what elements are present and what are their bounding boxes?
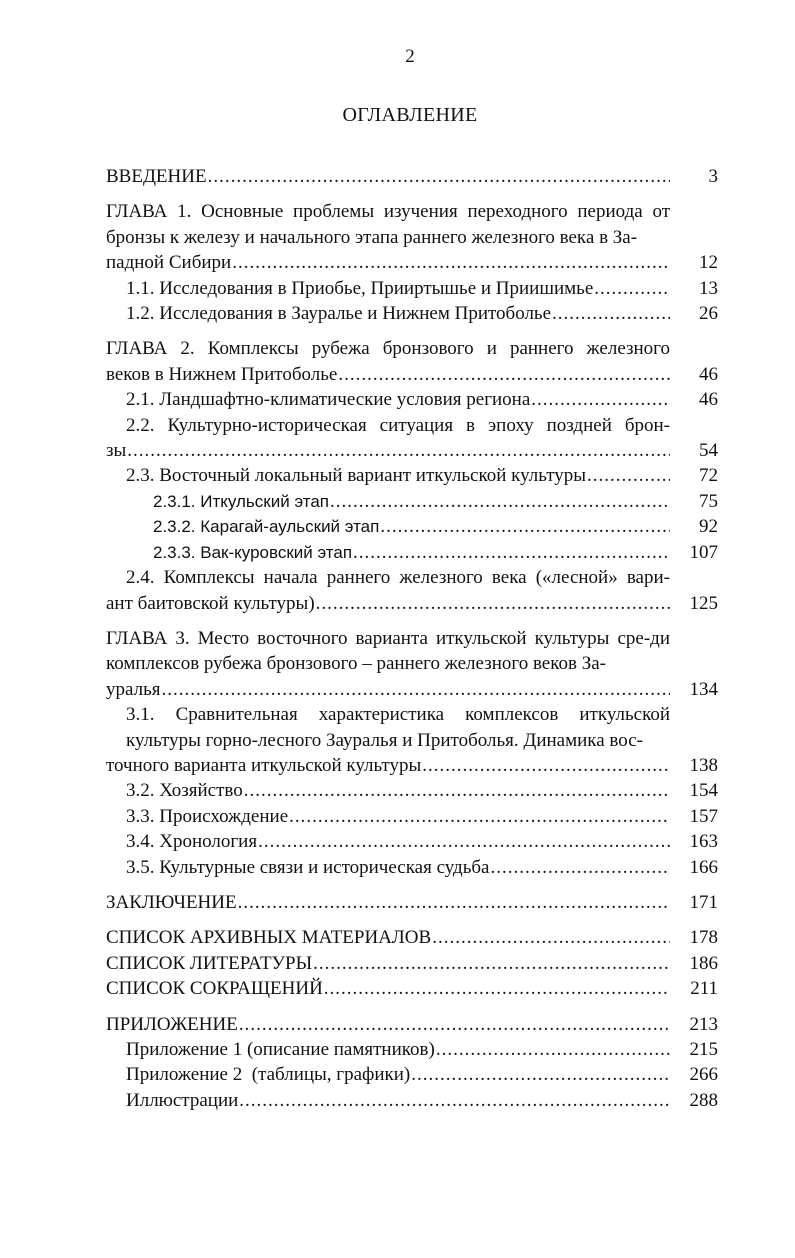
toc-page-number: 163 [689,831,718,853]
dot-leader [239,1088,670,1113]
dot-leader [238,890,670,915]
toc-entry-archives[interactable] [106,925,718,950]
toc-page-number: 13 [699,277,718,299]
toc-page-number: 26 [699,303,718,325]
toc-entry-label: 3.2. Хозяйство [126,780,243,802]
toc-entry-section-3-5[interactable] [106,855,718,880]
toc-page-number: 186 [689,952,718,974]
toc-entry-section-1-2[interactable] [106,301,718,326]
toc-entry-section-2-1[interactable] [106,387,718,412]
toc-entry-label: 3.1. Сравнительная характеристика комплексов иткульской культуры горно-лесного Зауралья и Притоболья. Динамика вос- [126,704,670,751]
toc-entry-label: ПРИЛОЖЕНИЕ [106,1013,238,1035]
dot-leader [380,514,670,539]
toc-entry-label-cont: зы [106,440,127,462]
dot-leader [436,1037,670,1062]
toc-entry-section-2-3[interactable] [106,463,718,488]
dot-leader [330,489,670,514]
dot-leader [587,463,670,488]
dot-leader [594,276,670,301]
toc-entry-label: Приложение 2 (таблицы, графики) [126,1064,411,1086]
toc-entry-section-3-3[interactable] [106,804,718,829]
dot-leader [353,540,670,565]
toc-page-number: 171 [689,891,718,913]
toc-entry-label: 2.3.3. Вак-куровский этап [153,542,353,562]
toc-entry-literature[interactable] [106,951,718,976]
toc-entry-section-2-2[interactable] [106,413,718,464]
table-of-contents [106,164,718,1113]
dot-leader [127,438,670,463]
toc-page-number: 46 [699,363,718,385]
toc-entry-label: 3.5. Культурные связи и историческая судьба [126,856,490,878]
dot-leader [244,778,670,803]
toc-entry-label: 2.3. Восточный локальный вариант иткульской культуры [126,465,587,487]
toc-entry-appendix[interactable] [106,1012,718,1037]
dot-leader [316,591,670,616]
toc-entry-appendix-2[interactable] [106,1062,718,1087]
toc-entry-section-2-3-1[interactable] [106,489,718,514]
dot-leader [208,164,670,189]
toc-entry-introduction[interactable] [106,164,718,189]
toc-entry-chapter-1[interactable] [106,199,718,275]
toc-page-number: 12 [699,252,718,274]
toc-entry-section-3-4[interactable] [106,829,718,854]
toc-entry-label-cont: падной Сибири [106,252,232,274]
toc-page-number: 3 [708,166,718,187]
dot-leader [258,829,670,854]
toc-page-number: 75 [699,490,718,512]
dot-leader [239,1012,670,1037]
toc-entry-label: 1.2. Исследования в Зауралье и Нижнем Притоболье [126,303,552,325]
dot-leader [422,753,670,778]
toc-title: ОГЛАВЛЕНИЕ [342,104,478,126]
toc-entry-section-2-3-2[interactable] [106,514,718,539]
dot-leader [491,855,671,880]
toc-entry-label: ГЛАВА 2. Комплексы рубежа бронзового и раннего железного [106,338,670,360]
dot-leader [411,1062,670,1087]
dot-leader [338,362,670,387]
toc-entry-chapter-2[interactable] [106,336,718,387]
toc-entry-label: ГЛАВА 1. Основные проблемы изучения переходного периода от бронзы к железу и начального этапа раннего железного века в За- [106,201,670,248]
dot-leader [232,250,670,275]
toc-entry-label: Иллюстрации [126,1089,239,1111]
toc-entry-label: ГЛАВА 3. Место восточного варианта иткульской культуры сре-ди комплексов рубежа бронзового – раннего железного веков За- [106,627,670,675]
toc-entry-label: СПИСОК ЛИТЕРАТУРЫ [106,952,313,974]
dot-leader [552,301,670,326]
toc-page-number: 107 [689,541,718,563]
toc-page-number: 166 [689,856,718,878]
toc-entry-label-cont: ант баитовской культуры) [106,592,315,614]
toc-page-number: 138 [689,754,718,776]
toc-entry-label: Приложение 1 (описание памятников) [126,1039,435,1060]
toc-page-number: 154 [689,780,718,802]
toc-entry-section-3-2[interactable] [106,778,718,803]
toc-page-number: 46 [699,389,718,411]
toc-entry-section-2-4[interactable] [106,565,718,616]
toc-page-number: 211 [690,978,718,1000]
toc-entry-label-cont: точного варианта иткульской культуры [106,754,422,776]
toc-entry-label: ВВЕДЕНИЕ [106,166,207,187]
toc-entry-chapter-3[interactable] [106,626,718,702]
toc-entry-label: СПИСОК АРХИВНЫХ МАТЕРИАЛОВ [106,927,432,949]
toc-entry-appendix-1[interactable] [106,1037,718,1062]
toc-entry-label: 2.3.1. Иткульский этап [153,491,330,511]
toc-entry-label-cont: уралья [106,678,161,700]
dot-leader [162,677,671,702]
toc-page-number: 288 [689,1089,718,1111]
toc-entry-section-3-1[interactable] [106,702,718,778]
toc-page-number: 213 [689,1013,718,1035]
toc-page-number: 266 [689,1064,718,1086]
toc-page-number: 54 [699,440,718,462]
dot-leader [324,976,670,1001]
dot-leader [531,387,670,412]
toc-page-number: 125 [689,592,718,614]
toc-entry-label: СПИСОК СОКРАЩЕНИЙ [106,978,323,1000]
toc-entry-section-1-1[interactable] [106,276,718,301]
toc-entry-conclusion[interactable] [106,890,718,915]
toc-entry-label: 2.1. Ландшафтно-климатические условия региона [126,389,531,411]
page-number: 2 [405,46,415,67]
toc-page-number: 178 [689,927,718,949]
toc-entry-label: 2.2. Культурно-историческая ситуация в эпоху поздней брон- [126,414,670,436]
toc-page-number: 215 [689,1039,718,1060]
dot-leader [432,925,670,950]
toc-entry-illustrations[interactable] [106,1088,718,1113]
toc-entry-label: 3.4. Хронология [126,831,258,853]
toc-page-number: 157 [689,805,718,827]
toc-entry-label: 2.4. Комплексы начала раннего железного века («лесной» вари- [126,567,670,589]
toc-entry-label: 3.3. Происхождение [126,805,289,827]
toc-entry-label-cont: веков в Нижнем Притоболье [106,363,338,385]
toc-entry-abbreviations[interactable] [106,976,718,1001]
dot-leader [289,804,670,829]
toc-entry-section-2-3-3[interactable] [106,540,718,565]
toc-page-number: 134 [689,678,718,700]
toc-entry-label: 1.1. Исследования в Приобье, Прииртышье и Приишимье [126,277,594,299]
toc-page-number: 92 [699,516,718,538]
toc-page-number: 72 [699,465,718,487]
dot-leader [313,951,670,976]
toc-entry-label: ЗАКЛЮЧЕНИЕ [106,891,237,913]
toc-entry-label: 2.3.2. Карагай-аульский этап [153,517,380,537]
